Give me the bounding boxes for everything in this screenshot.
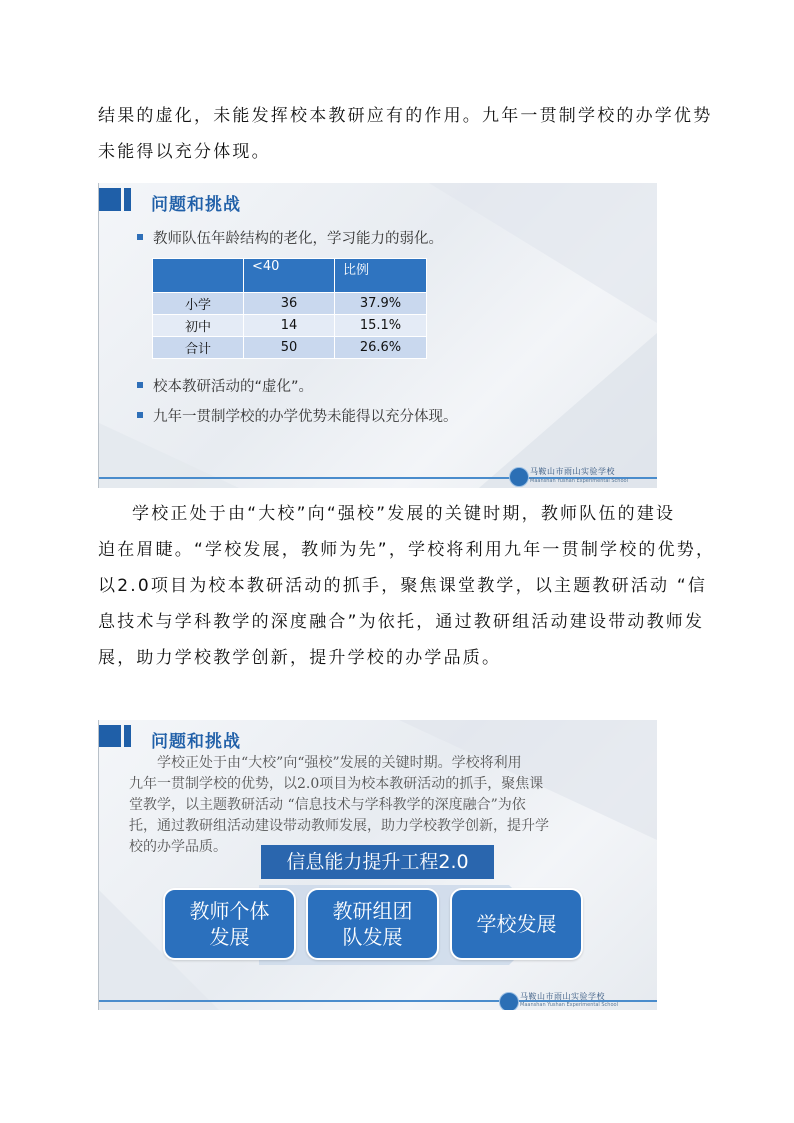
bullet-square-icon: [137, 412, 143, 418]
bullet-research-virtualization: 校本教研活动的“虚化”。: [137, 375, 313, 396]
slide-title: 问题和挑战: [151, 195, 241, 215]
bullet-school-advantage: 九年一贯制学校的办学优势未能得以充分体现。: [137, 405, 458, 426]
table-cell: 小学: [153, 293, 244, 315]
table-cell: 37.9%: [335, 293, 427, 315]
summary-line: 校的办学品质。: [129, 839, 227, 855]
slide-title: 问题和挑战: [151, 732, 241, 752]
box-label-line: 队发展: [342, 925, 403, 949]
table-header-cell: 比例: [335, 259, 427, 293]
school-logo-icon: [499, 992, 519, 1010]
footer-school-english: Maanshan Yushan Experimental School: [520, 1002, 618, 1008]
table-cell: 14: [244, 315, 335, 337]
table-row: [153, 337, 427, 359]
box-label-line: 发展: [209, 925, 250, 949]
paragraph-2-line-4: 息技术与学科教学的深度融合”为依托，通过教研组活动建设带动教师发: [98, 612, 705, 632]
paragraph-2-line-1: 学校正处于由“大校”向“强校”发展的关键时期，教师队伍的建设: [132, 504, 676, 524]
paragraph-2-line-2: 迫在眉睫。“学校发展，教师为先”，学校将利用九年一贯制学校的优势，: [98, 540, 716, 560]
footer-school-name: 马鞍山市雨山实验学校: [530, 467, 615, 476]
summary-line: 学校正处于由“大校”向“强校”发展的关键时期。学校将利用: [157, 755, 522, 771]
school-logo-icon: [509, 467, 529, 487]
table-cell: 初中: [153, 315, 244, 337]
project-banner: 信息能力提升工程2.0: [261, 845, 494, 879]
table-row: [153, 315, 427, 337]
paragraph-1-line-2: 未能得以充分体现。: [98, 142, 271, 162]
teacher-age-table: [152, 258, 427, 359]
paragraph-1-line-1: 结果的虚化，未能发挥校本教研应有的作用。九年一贯制学校的办学优势: [98, 106, 713, 126]
table-header-cell: <40: [244, 259, 335, 293]
slide-image-problems-2: [98, 720, 657, 1010]
box-team-development: [306, 888, 439, 960]
table-header-cell: [153, 259, 244, 293]
table-cell: 36: [244, 293, 335, 315]
footer-school-english: Maanshan Yushan Experimental School: [530, 478, 628, 484]
paragraph-2-line-5: 展，助力学校教学创新，提升学校的办学品质。: [98, 648, 502, 668]
box-label-line: 教研组团: [332, 899, 413, 923]
table-cell: 50: [244, 337, 335, 359]
footer-school-name: 马鞍山市雨山实验学校: [520, 992, 605, 1001]
table-row: [153, 293, 427, 315]
bullet-square-icon: [137, 382, 143, 388]
table-header-row: [153, 259, 427, 293]
box-label-line: 教师个体: [189, 899, 270, 923]
box-school-development: [450, 888, 583, 960]
bullet-aging-teachers: 教师队伍年龄结构的老化，学习能力的弱化。: [137, 227, 443, 248]
body-paragraph-2: [98, 496, 716, 676]
paragraph-2-line-3: 以2.0项目为校本教研活动的抓手，聚焦课堂教学，以主题教研活动 “信: [98, 576, 708, 596]
bullet-square-icon: [137, 234, 143, 240]
table-cell: 合计: [153, 337, 244, 359]
table-cell: 26.6%: [335, 337, 427, 359]
summary-line: 托，通过教研组活动建设带动教师发展，助力学校教学创新，提升学: [129, 818, 549, 834]
slide-image-problems-1: [98, 183, 657, 488]
box-label-line: 学校发展: [476, 912, 557, 936]
box-teacher-development: [163, 888, 296, 960]
summary-line: 九年一贯制学校的优势，以2.0项目为校本教研活动的抓手，聚焦课: [129, 776, 544, 792]
body-paragraph-1: [98, 98, 713, 170]
slide-summary-text: [129, 753, 621, 858]
table-cell: 15.1%: [335, 315, 427, 337]
summary-line: 堂教学，以主题教研活动 “信息技术与学科教学的深度融合”为依: [129, 797, 526, 813]
